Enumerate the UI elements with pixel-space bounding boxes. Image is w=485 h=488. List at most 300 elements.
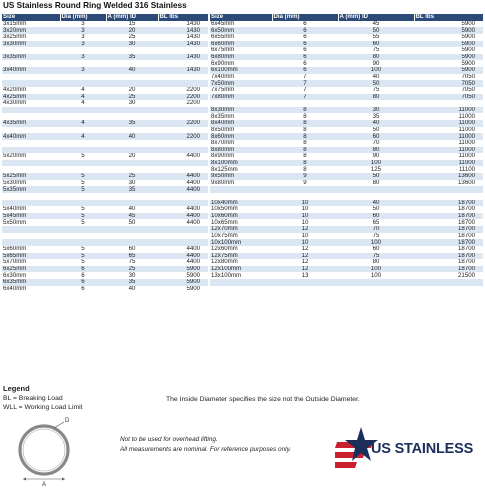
- cell-id: 60: [106, 246, 158, 253]
- cell-dia: 3: [60, 41, 106, 48]
- table-row: [210, 166, 483, 173]
- cell-id: [106, 80, 158, 87]
- cell-dia: [60, 166, 106, 173]
- table-row: [2, 74, 208, 81]
- cell-dia: [272, 193, 338, 200]
- table-row: [2, 140, 208, 147]
- cell-size: 5x40mm: [2, 206, 60, 213]
- table-row: [210, 67, 483, 74]
- cell-bl: [158, 147, 208, 154]
- cell-id: 40: [338, 74, 414, 81]
- cell-size: 6x55mm: [210, 34, 272, 41]
- cell-size: 5x60mm: [2, 246, 60, 253]
- cell-bl: [414, 193, 483, 200]
- cell-dia: 12: [272, 226, 338, 233]
- cell-id: 125: [338, 166, 414, 173]
- cell-dia: 10: [272, 206, 338, 213]
- cell-dia: [60, 113, 106, 120]
- cell-bl: 18700: [414, 266, 483, 273]
- table-row: [210, 120, 483, 127]
- cell-dia: 5: [60, 253, 106, 260]
- cell-id: 90: [338, 60, 414, 67]
- cell-dia: 5: [60, 259, 106, 266]
- cell-size: 6x80mm: [210, 54, 272, 61]
- cell-id: [106, 60, 158, 67]
- cell-id: 30: [106, 100, 158, 107]
- cell-size: [2, 113, 60, 120]
- cell-bl: [158, 140, 208, 147]
- cell-size: 5x70mm: [2, 259, 60, 266]
- cell-size: 12x60mm: [210, 246, 272, 253]
- dimension-arrow-right: [62, 478, 65, 481]
- table-row: [2, 239, 208, 246]
- cell-size: 8x40mm: [210, 120, 272, 127]
- cell-dia: 7: [272, 94, 338, 101]
- cell-bl: 18700: [414, 246, 483, 253]
- cell-id: 80: [338, 259, 414, 266]
- cell-size: 6x45mm: [210, 21, 272, 28]
- column-header-bl: BL lbs: [158, 14, 208, 21]
- cell-dia: 6: [272, 54, 338, 61]
- column-header-id: A (mm) ID: [338, 14, 414, 21]
- cell-id: 65: [106, 253, 158, 260]
- cell-bl: 18700: [414, 206, 483, 213]
- table-row: [210, 113, 483, 120]
- cell-id: 60: [338, 133, 414, 140]
- cell-size: 6x60mm: [210, 41, 272, 48]
- cell-id: 40: [106, 67, 158, 74]
- inside-diameter-note: The Inside Diameter specifies the size not the Outside Diameter.: [166, 396, 360, 403]
- table-row: [210, 180, 483, 187]
- cell-id: 50: [338, 27, 414, 34]
- cell-size: 4x35mm: [2, 120, 60, 127]
- cell-bl: 11000: [414, 113, 483, 120]
- cell-dia: 9: [272, 180, 338, 187]
- logo-stripe-bottom: [335, 462, 357, 468]
- cell-bl: 5900: [158, 279, 208, 286]
- cell-bl: 18700: [414, 219, 483, 226]
- cell-dia: 8: [272, 140, 338, 147]
- cell-bl: 7050: [414, 74, 483, 81]
- cell-id: [106, 200, 158, 207]
- cell-size: 10x40mm: [210, 200, 272, 207]
- table-row: [210, 186, 483, 193]
- cell-bl: 5900: [414, 67, 483, 74]
- table-row: [2, 173, 208, 180]
- cell-dia: 4: [60, 133, 106, 140]
- table-row: [210, 279, 483, 286]
- cell-dia: [60, 233, 106, 240]
- cell-size: 5x25mm: [2, 173, 60, 180]
- cell-bl: 4400: [158, 219, 208, 226]
- cell-id: [106, 147, 158, 154]
- cell-id: [106, 127, 158, 134]
- cell-bl: 1430: [158, 21, 208, 28]
- table-row: [210, 107, 483, 114]
- cell-size: 8x100mm: [210, 160, 272, 167]
- cell-bl: 2200: [158, 87, 208, 94]
- column-header-size: Size: [210, 14, 272, 21]
- table-row: [2, 286, 208, 293]
- table-row: [210, 133, 483, 140]
- table-row: [210, 94, 483, 101]
- cell-dia: 5: [60, 219, 106, 226]
- table-row: [2, 41, 208, 48]
- cell-size: 10x75mm: [210, 233, 272, 240]
- cell-size: 6x50mm: [210, 27, 272, 34]
- cell-dia: 8: [272, 127, 338, 134]
- cell-size: 7x50mm: [210, 80, 272, 87]
- table-row: [2, 113, 208, 120]
- cell-id: 30: [338, 107, 414, 114]
- cell-id: 75: [338, 87, 414, 94]
- cell-bl: 5900: [158, 272, 208, 279]
- diameter-leader-line: [54, 422, 64, 428]
- table-row: [210, 100, 483, 107]
- cell-dia: [60, 226, 106, 233]
- table-row: [2, 60, 208, 67]
- table-row: [2, 127, 208, 134]
- cell-id: 70: [338, 226, 414, 233]
- cell-id: 80: [338, 94, 414, 101]
- ring-spec-table-left: [2, 14, 209, 292]
- cell-id: 30: [106, 41, 158, 48]
- table-row: [210, 74, 483, 81]
- cell-dia: [60, 80, 106, 87]
- page-title: US Stainless Round Ring Welded 316 Stainless: [3, 1, 187, 10]
- table-row: [210, 259, 483, 266]
- cell-size: 5x30mm: [2, 180, 60, 187]
- cell-id: 40: [106, 286, 158, 293]
- cell-id: [106, 226, 158, 233]
- cell-size: 3x15mm: [2, 21, 60, 28]
- cell-dia: [272, 100, 338, 107]
- table-row: [210, 34, 483, 41]
- cell-size: 8x80mm: [210, 147, 272, 154]
- table-row: [210, 140, 483, 147]
- cell-size: 8x70mm: [210, 140, 272, 147]
- table-row: [2, 80, 208, 87]
- table-header-row: [210, 14, 483, 21]
- cell-size: [210, 279, 272, 286]
- cell-dia: [60, 107, 106, 114]
- cell-size: 4x25mm: [2, 94, 60, 101]
- legend-breaking-load: BL = Breaking Load: [3, 395, 63, 402]
- cell-dia: [60, 200, 106, 207]
- cell-size: 6x90mm: [210, 60, 272, 67]
- column-header-size: Size: [2, 14, 60, 21]
- cell-bl: 5900: [414, 47, 483, 54]
- cell-size: 13x100mm: [210, 272, 272, 279]
- cell-id: 25: [106, 173, 158, 180]
- cell-size: 3x20mm: [2, 27, 60, 34]
- table-row: [210, 286, 483, 293]
- table-row: [210, 246, 483, 253]
- cell-bl: [158, 113, 208, 120]
- cell-size: 4x20mm: [2, 87, 60, 94]
- cell-dia: 6: [272, 41, 338, 48]
- cell-id: 30: [106, 272, 158, 279]
- cell-dia: 4: [60, 120, 106, 127]
- cell-size: 5x50mm: [2, 219, 60, 226]
- ring-outer-outline: [20, 426, 68, 474]
- cell-id: 75: [338, 47, 414, 54]
- cell-id: 50: [338, 173, 414, 180]
- cell-size: [2, 160, 60, 167]
- legend-title: Legend: [3, 384, 30, 393]
- cell-dia: 8: [272, 120, 338, 127]
- cell-bl: [158, 74, 208, 81]
- cell-dia: 10: [272, 200, 338, 207]
- cell-id: [106, 140, 158, 147]
- table-row: [210, 272, 483, 279]
- cell-dia: 5: [60, 173, 106, 180]
- cell-dia: 12: [272, 246, 338, 253]
- cell-bl: 4400: [158, 259, 208, 266]
- cell-dia: [60, 60, 106, 67]
- cell-bl: [158, 233, 208, 240]
- column-header-dia: Dia (mm): [272, 14, 338, 21]
- cell-dia: 7: [272, 74, 338, 81]
- cell-dia: [272, 186, 338, 193]
- cell-id: 55: [338, 34, 414, 41]
- table-row: [210, 80, 483, 87]
- cell-bl: 1430: [158, 54, 208, 61]
- cell-bl: [158, 47, 208, 54]
- table-row: [2, 186, 208, 193]
- cell-id: 35: [106, 279, 158, 286]
- ring-inner-outline: [23, 429, 65, 471]
- cell-size: 6x75mm: [210, 47, 272, 54]
- table-row: [2, 153, 208, 160]
- cell-size: 6x25mm: [2, 266, 60, 273]
- cell-dia: 4: [60, 100, 106, 107]
- cell-dia: 8: [272, 153, 338, 160]
- cell-id: [338, 279, 414, 286]
- cell-bl: 2200: [158, 94, 208, 101]
- cell-dia: 6: [272, 21, 338, 28]
- cell-bl: [158, 193, 208, 200]
- cell-dia: 5: [60, 180, 106, 187]
- cell-id: 65: [338, 219, 414, 226]
- cell-bl: 5900: [414, 34, 483, 41]
- cell-dia: [60, 193, 106, 200]
- cell-size: 5x65mm: [2, 253, 60, 260]
- cell-id: 100: [338, 239, 414, 246]
- cell-id: 25: [106, 34, 158, 41]
- cell-dia: [272, 286, 338, 293]
- cell-id: 80: [338, 54, 414, 61]
- cell-id: 35: [338, 113, 414, 120]
- cell-bl: 5900: [158, 266, 208, 273]
- cell-dia: [60, 160, 106, 167]
- cell-dia: 3: [60, 34, 106, 41]
- cell-bl: 1430: [158, 27, 208, 34]
- cell-bl: 13600: [414, 173, 483, 180]
- cell-id: 75: [338, 253, 414, 260]
- cell-bl: 11000: [414, 107, 483, 114]
- cell-bl: 4400: [158, 180, 208, 187]
- cell-size: [2, 127, 60, 134]
- cell-bl: [158, 166, 208, 173]
- table-row: [2, 100, 208, 107]
- table-row: [210, 266, 483, 273]
- cell-size: 8x30mm: [210, 107, 272, 114]
- cell-bl: 18700: [414, 233, 483, 240]
- cell-bl: 5900: [414, 21, 483, 28]
- cell-id: [106, 113, 158, 120]
- cell-id: 90: [338, 153, 414, 160]
- cell-size: 7x80mm: [210, 94, 272, 101]
- cell-id: [106, 193, 158, 200]
- table-row: [2, 206, 208, 213]
- cell-size: [2, 200, 60, 207]
- cell-id: [106, 47, 158, 54]
- cell-dia: 12: [272, 259, 338, 266]
- overhead-lifting-warning: Not to be used for overhead lifting.: [120, 436, 218, 443]
- cell-id: 45: [338, 21, 414, 28]
- cell-size: 8x60mm: [210, 133, 272, 140]
- table-row: [210, 219, 483, 226]
- cell-dia: 6: [272, 60, 338, 67]
- cell-size: 12x100mm: [210, 266, 272, 273]
- table-row: [210, 160, 483, 167]
- cell-size: 12x70mm: [210, 226, 272, 233]
- ring-diagram: [14, 412, 78, 486]
- cell-size: 3x40mm: [2, 67, 60, 74]
- cell-id: 40: [338, 200, 414, 207]
- table-row: [210, 213, 483, 220]
- cell-size: 6x35mm: [2, 279, 60, 286]
- cell-size: 12x80mm: [210, 259, 272, 266]
- cell-size: 6x40mm: [2, 286, 60, 293]
- cell-id: [106, 239, 158, 246]
- cell-bl: [158, 226, 208, 233]
- table-row: [210, 54, 483, 61]
- table-row: [2, 67, 208, 74]
- table-row: [2, 133, 208, 140]
- table-row: [210, 253, 483, 260]
- cell-size: 5x45mm: [2, 213, 60, 220]
- cell-dia: 3: [60, 21, 106, 28]
- cell-size: 5x20mm: [2, 153, 60, 160]
- cell-bl: 5900: [414, 41, 483, 48]
- cell-id: [338, 186, 414, 193]
- cell-bl: [158, 160, 208, 167]
- cell-dia: 6: [60, 279, 106, 286]
- cell-size: [2, 80, 60, 87]
- cell-id: 50: [338, 80, 414, 87]
- table-row: [2, 27, 208, 34]
- cell-size: 9x80mm: [210, 180, 272, 187]
- cell-id: 100: [338, 67, 414, 74]
- table-row: [2, 253, 208, 260]
- column-header-id: A (mm) ID: [106, 14, 158, 21]
- cell-id: [106, 166, 158, 173]
- cell-dia: 6: [272, 67, 338, 74]
- cell-dia: 4: [60, 94, 106, 101]
- table-row: [2, 279, 208, 286]
- logo-text: US STAINLESS: [371, 441, 474, 457]
- legend-working-load-limit: WLL = Working Load Limit: [3, 404, 83, 411]
- cell-dia: 10: [272, 239, 338, 246]
- cell-dia: 6: [60, 266, 106, 273]
- table-row: [2, 107, 208, 114]
- cell-id: 70: [338, 140, 414, 147]
- table-row: [210, 153, 483, 160]
- cell-dia: 3: [60, 67, 106, 74]
- cell-dia: 7: [272, 87, 338, 94]
- cell-size: 12x75mm: [210, 253, 272, 260]
- cell-size: [2, 140, 60, 147]
- cell-size: 4x30mm: [2, 100, 60, 107]
- cell-bl: 4400: [158, 186, 208, 193]
- cell-bl: 18700: [414, 226, 483, 233]
- cell-id: [106, 233, 158, 240]
- table-row: [2, 193, 208, 200]
- cell-size: 5x35mm: [2, 186, 60, 193]
- table-row: [2, 54, 208, 61]
- cell-id: [338, 286, 414, 293]
- cell-bl: 5900: [414, 54, 483, 61]
- cell-size: 6x100mm: [210, 67, 272, 74]
- cell-size: 8x35mm: [210, 113, 272, 120]
- cell-dia: [60, 140, 106, 147]
- cell-id: [338, 193, 414, 200]
- cell-id: 35: [106, 120, 158, 127]
- cell-dia: 5: [60, 186, 106, 193]
- table-row: [210, 41, 483, 48]
- cell-dia: 6: [60, 286, 106, 293]
- cell-id: 100: [338, 272, 414, 279]
- cell-bl: 7050: [414, 94, 483, 101]
- cell-size: 8x90mm: [210, 153, 272, 160]
- table-row: [2, 233, 208, 240]
- cell-bl: 18700: [414, 259, 483, 266]
- ring-spec-table-right: [210, 14, 484, 292]
- table-row: [2, 246, 208, 253]
- cell-size: [2, 193, 60, 200]
- cell-bl: [158, 127, 208, 134]
- cell-bl: 18700: [414, 213, 483, 220]
- cell-dia: 9: [272, 173, 338, 180]
- table-row: [210, 21, 483, 28]
- cell-id: 60: [338, 213, 414, 220]
- table-row: [210, 200, 483, 207]
- cell-size: 4x40mm: [2, 133, 60, 140]
- dimension-arrow-left: [23, 478, 26, 481]
- cell-dia: 8: [272, 133, 338, 140]
- cell-bl: 11100: [414, 166, 483, 173]
- table-row: [210, 233, 483, 240]
- cell-id: 60: [338, 246, 414, 253]
- table-row: [210, 173, 483, 180]
- cell-id: 35: [106, 186, 158, 193]
- cell-id: 75: [338, 233, 414, 240]
- cell-size: 3x35mm: [2, 54, 60, 61]
- cell-size: [2, 147, 60, 154]
- cell-id: 40: [106, 133, 158, 140]
- cell-size: 10x50mm: [210, 206, 272, 213]
- cell-id: [106, 74, 158, 81]
- cell-dia: 5: [60, 213, 106, 220]
- cell-id: 40: [338, 120, 414, 127]
- cell-bl: [414, 100, 483, 107]
- cell-size: [210, 186, 272, 193]
- cell-dia: 10: [272, 213, 338, 220]
- cell-id: 50: [338, 127, 414, 134]
- cell-dia: 8: [272, 107, 338, 114]
